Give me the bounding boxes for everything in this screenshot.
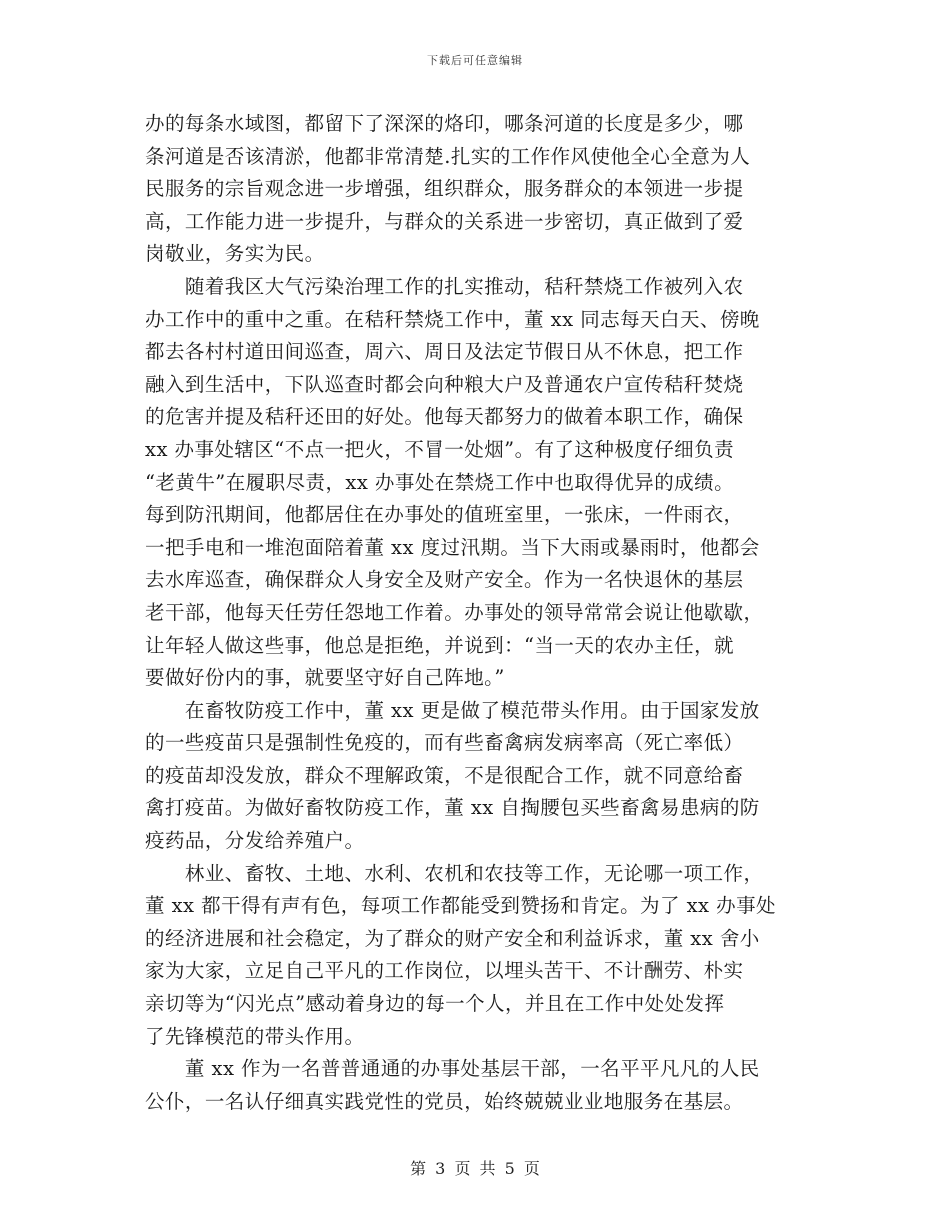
text-line: 了先锋模范的带头作用。	[145, 1024, 365, 1048]
page-header: 下载后可任意编辑	[427, 54, 523, 67]
text-line: 办的每条水域图，都留下了深深的烙印，哪条河道的长度是多少，哪	[145, 112, 744, 135]
text-line: 董 xx 都干得有声有色，每项工作都能受到赞扬和肯定。为了 xx 办事处	[145, 894, 776, 918]
text-line: xx 办事处辖区“不点一把火，不冒一处烟”。有了这种极度仔细负责	[145, 437, 735, 461]
text-line: 禽打疫苗。为做好畜牧防疫工作，董 xx 自掏腰包买些畜禽易患病的防	[145, 796, 760, 820]
text-line: 公仆，一名认仔细真实践党性的党员，始终兢兢业业地服务在基层。	[145, 1089, 744, 1113]
text-line: 林业、畜牧、土地、水利、农机和农技等工作，无论哪一项工作，	[145, 861, 764, 885]
page-footer: 第 3 页 共 5 页	[410, 1159, 540, 1178]
text-line: 民服务的宗旨观念进一步增强，组织群众，服务群众的本领进一步提	[145, 177, 744, 201]
text-line: 董 xx 作为一名普普通通的办事处基层干部，一名平平凡凡的人民	[145, 1057, 760, 1081]
text-line: 都去各村村道田间巡查，周六、周日及法定节假日从不休息，把工作	[145, 340, 744, 364]
text-line: 亲切等为“闪光点”感动着身边的每一个人，并且在工作中处处发挥	[145, 992, 725, 1016]
document-body	[145, 108, 805, 1118]
text-line: 高，工作能力进一步提升，与群众的关系进一步密切，真正做到了爱	[145, 209, 744, 233]
text-line: 的一些疫苗只是强制性免疫的，而有些畜禽病发病率高（死亡率低）	[145, 731, 744, 755]
text-line: 每到防汛期间，他都居住在办事处的值班室里，一张床，一件雨衣，	[145, 503, 744, 527]
text-line: “老黄牛”在履职尽责，xx 办事处在禁烧工作中也取得优异的成绩。	[145, 470, 735, 494]
text-line: 去水库巡查，确保群众人身安全及财产安全。作为一名快退休的基层	[145, 568, 744, 592]
text-line: 疫药品，分发给养殖户。	[145, 829, 365, 853]
text-line: 在畜牧防疫工作中，董 xx 更是做了模范带头作用。由于国家发放	[145, 698, 760, 722]
text-line: 岗敬业，务实为民。	[145, 242, 325, 266]
text-line: 让年轻人做这些事，他总是拒绝，并说到：“当一天的农办主任，就	[145, 633, 734, 657]
text-line: 家为大家，立足自己平凡的工作岗位，以埋头苦干、不计酬劳、朴实	[145, 959, 744, 983]
text-line: 条河道是否该清淤，他都非常清楚.扎实的工作作风使他全心全意为人	[145, 144, 751, 168]
text-line: 的经济进展和社会稳定，为了群众的财产安全和利益诉求，董 xx 舍小	[145, 926, 760, 950]
text-line: 的疫苗却没发放，群众不理解政策，不是很配合工作，就不同意给畜	[145, 763, 744, 787]
text-line: 的危害并提及秸秆还田的好处。他每天都努力的做着本职工作，确保	[145, 405, 744, 429]
text-line: 老干部，他每天任劳任怨地工作着。办事处的领导常常会说让他歇歇，	[145, 600, 764, 624]
text-line: 融入到生活中，下队巡查时都会向种粮大户及普通农户宣传秸秆焚烧	[145, 372, 744, 396]
text-line: 随着我区大气污染治理工作的扎实推动，秸秆禁烧工作被列入农	[145, 274, 744, 298]
text-line: 一把手电和一堆泡面陪着董 xx 度过汛期。当下大雨或暴雨时，他都会	[145, 535, 760, 559]
text-line: 要做好份内的事，就要坚守好自己阵地。”	[145, 666, 505, 690]
text-line: 办工作中的重中之重。在秸秆禁烧工作中，董 xx 同志每天白天、傍晚	[145, 307, 760, 331]
